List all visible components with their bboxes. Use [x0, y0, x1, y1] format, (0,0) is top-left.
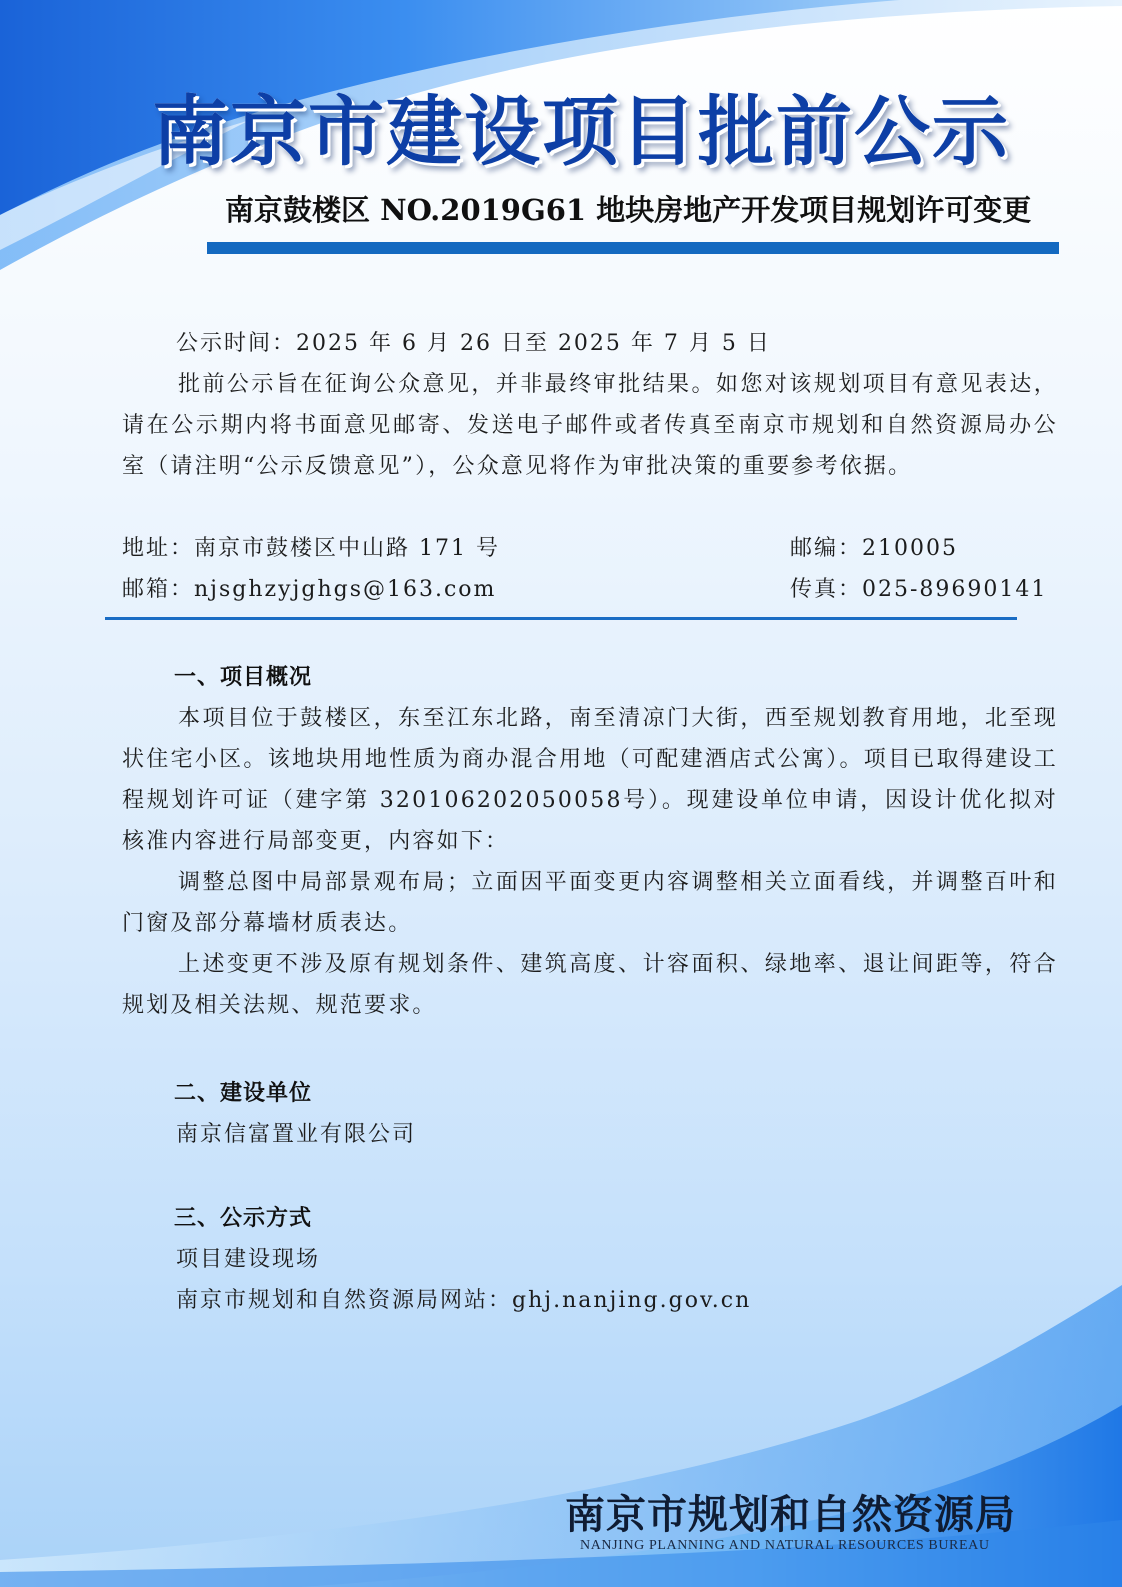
contact-divider	[105, 617, 1017, 620]
notice-postcode: 邮编：210005	[790, 536, 958, 561]
section2-heading: 二、建设单位	[174, 1081, 313, 1106]
title-underline-bar	[207, 242, 1059, 254]
notice-address: 地址：南京市鼓楼区中山路 171 号	[122, 536, 500, 561]
section3-line-1: 项目建设现场	[176, 1247, 321, 1272]
section1-paragraph-3: 上述变更不涉及原有规划条件、建筑高度、计容面积、绿地率、退让间距等，符合规划及相关法规、规范要求。	[122, 952, 1058, 1018]
notice-fax: 传真：025-89690141	[790, 577, 1048, 602]
section2-content: 南京信富置业有限公司	[176, 1122, 417, 1147]
section1-paragraph-2: 调整总图中局部景观布局；立面因平面变更内容调整相关立面看线，并调整百叶和门窗及部分幕墙材质表达。	[122, 870, 1058, 936]
footer-org-name-en: NANJING PLANNING AND NATURAL RESOURCES BUREAU	[580, 1538, 990, 1553]
notice-email[interactable]: 邮箱：njsghzyjghgs@163.com	[122, 577, 497, 602]
section1-heading: 一、项目概况	[174, 665, 313, 690]
sub-title: 南京鼓楼区 NO.2019G61 地块房地产开发项目规划许可变更	[225, 193, 1032, 227]
section3-line-2[interactable]: 南京市规划和自然资源局网站：ghj.nanjing.gov.cn	[176, 1288, 752, 1313]
notice-period: 公示时间：2025 年 6 月 26 日至 2025 年 7 月 5 日	[176, 331, 771, 356]
section3-heading: 三、公示方式	[174, 1206, 313, 1231]
main-title: 南京市建设项目批前公示	[152, 87, 1010, 176]
footer-org-name-cn: 南京市规划和自然资源局	[565, 1491, 1016, 1538]
notice-intro: 批前公示旨在征询公众意见，并非最终审批结果。如您对该规划项目有意见表达，请在公示期内将书面意见邮寄、发送电子邮件或者传真至南京市规划和自然资源局办公室（请注明“公示反馈意见”），公众意见将作为审批决策的重要参考依据。	[122, 372, 1058, 479]
section1-paragraph-1: 本项目位于鼓楼区，东至江东北路，南至清凉门大街，西至规划教育用地，北至现状住宅小区。该地块用地性质为商办混合用地（可配建酒店式公寓）。项目已取得建设工程规划许可证（建字第 320106202050058号）。现建设单位申请，因设计优化拟对核准内容进行局部变更，内容如下：	[122, 706, 1058, 854]
